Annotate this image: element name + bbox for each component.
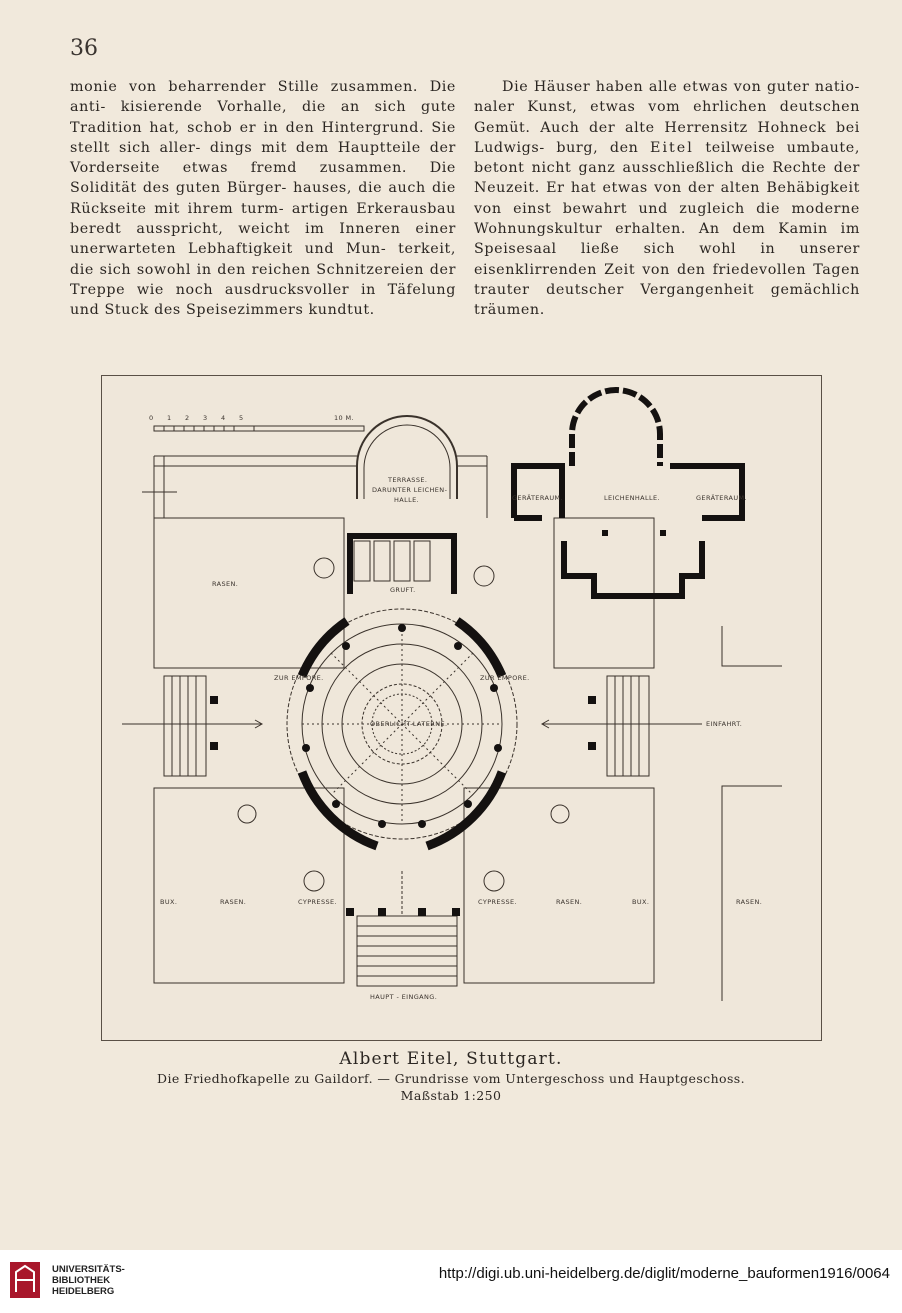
label-rasen-bottom-right: RASEN. bbox=[556, 898, 583, 906]
left-text-paragraph bbox=[70, 77, 456, 321]
right-text-paragraph bbox=[474, 77, 860, 321]
text-line: Auch der alte Herrensitz Hohneck bei Ludwigs- bbox=[474, 119, 860, 156]
label-zur-empore-left: ZUR EMPORE. bbox=[274, 674, 324, 682]
library-name-line1: UNIVERSITÄTS- bbox=[52, 1264, 125, 1275]
text-line: Tagen trauter deutscher Vergangenheit gemächlich bbox=[474, 261, 860, 298]
footer-bar bbox=[0, 1250, 902, 1313]
text-line: Die Häuser haben alle etwas von guter natio- bbox=[502, 79, 860, 95]
scale-label-0: 0 bbox=[149, 414, 154, 422]
left-text-column bbox=[70, 77, 456, 321]
lawn-bottom-left bbox=[154, 788, 344, 983]
label-gruft: GRUFT. bbox=[390, 586, 416, 594]
text-line: kisierende Vorhalle, die an sich gute Tradition hat, bbox=[70, 99, 456, 136]
label-bux-left: BUX. bbox=[160, 898, 178, 906]
scale-bar bbox=[154, 426, 364, 431]
caption-scale: Maßstab 1:250 bbox=[400, 1088, 502, 1103]
text-line: unserer eisenklirrenden Zeit von den friedevollen bbox=[474, 241, 860, 278]
text-line: artigen Erkerausbau beredt ausspricht, weicht im bbox=[70, 200, 456, 238]
source-url-link[interactable]: http://digi.ub.uni-heidelberg.de/diglit/moderne_bauformen1916/0064 bbox=[438, 1265, 890, 1282]
scale-label-2: 2 bbox=[185, 414, 190, 422]
floor-plan-figure bbox=[101, 375, 822, 1041]
library-logo-icon bbox=[10, 1262, 40, 1298]
text-line: terkeit, die sich sowohl in den reichen Schnitzereien bbox=[70, 241, 456, 278]
scale-label-1: 1 bbox=[167, 414, 172, 422]
label-leichenhalle: LEICHENHALLE. bbox=[604, 494, 660, 502]
label-rasen-bottom-left: RASEN. bbox=[220, 898, 247, 906]
text-line: Inneren einer unerwarteten Lebhaftigkeit und Mun- bbox=[70, 221, 456, 258]
scale-label-10m: 10 M. bbox=[334, 414, 355, 422]
label-zur-empore-right: ZUR EMPORE. bbox=[480, 674, 530, 682]
text-line: dings mit dem Hauptteile der Vorderseite etwas bbox=[70, 139, 456, 177]
label-leichenhalle-below: DARUNTER LEICHEN- bbox=[372, 486, 448, 494]
library-name-line2: BIBLIOTHEK bbox=[52, 1275, 111, 1286]
label-geraeteraum-left: GERÄTERAUM. bbox=[512, 494, 563, 502]
label-cypresse-left: CYPRESSE. bbox=[298, 898, 337, 906]
scale-label-5: 5 bbox=[239, 414, 244, 422]
text-line: ausschließlich die Rechte der Neuzeit. Er hat etwas bbox=[474, 160, 860, 197]
label-bux-right: BUX. bbox=[632, 898, 650, 906]
label-haupt-eingang: HAUPT - EINGANG. bbox=[370, 993, 438, 1001]
architect-name: Eitel bbox=[650, 139, 694, 156]
right-text-column bbox=[474, 77, 860, 321]
label-rasen-far: RASEN. bbox=[736, 898, 763, 906]
page-number: 36 bbox=[70, 36, 98, 61]
label-oberlicht: OBERLICHT-LATERNE. bbox=[370, 720, 448, 728]
lower-floor-apse bbox=[572, 390, 660, 466]
label-terrasse: TERRASSE. bbox=[388, 476, 428, 484]
label-einfahrt: EINFAHRT. bbox=[706, 720, 743, 728]
text-line: und Stuck des Speisezimmers kundtut. bbox=[70, 302, 375, 319]
text-line: schob er in den Hintergrund. Sie stellt sich aller- bbox=[70, 119, 456, 156]
floor-plan-drawing bbox=[102, 376, 821, 1040]
text-line: burg, den bbox=[556, 139, 651, 156]
label-geraeteraum-right: GERÄTERAUM. bbox=[696, 494, 747, 502]
text-line: naler Kunst, etwas vom ehrlichen deutschen Gemüt. bbox=[474, 99, 860, 136]
text-line: hauses, die auch die Rückseite mit ihrem turm- bbox=[70, 180, 456, 217]
lawn-bottom-right bbox=[464, 788, 654, 983]
caption-subtitle: Die Friedhofkapelle zu Gaildorf. — Grundrisse vom Untergeschoss und Hauptgeschoss. bbox=[157, 1071, 745, 1086]
text-line: zugleich die moderne Wohnungskultur erhalten. bbox=[474, 200, 860, 238]
label-halle: HALLE. bbox=[394, 496, 420, 504]
scale-label-3: 3 bbox=[203, 414, 208, 422]
text-line: träumen. bbox=[474, 302, 545, 319]
library-name-line3: HEIDELBERG bbox=[52, 1286, 115, 1297]
label-rasen-top: RASEN. bbox=[212, 580, 239, 588]
text-line: An dem Kamin im Speisesaal ließe sich wohl in bbox=[474, 221, 860, 258]
caption-title: Albert Eitel, Stuttgart. bbox=[339, 1049, 563, 1069]
text-line: teilweise umbaute, betont nicht ganz bbox=[474, 139, 860, 177]
text-line: monie von beharrender Stille zusammen. Die anti- bbox=[70, 79, 456, 116]
text-line: von der alten Behäbigkeit von einst bewahrt und bbox=[474, 180, 860, 217]
scale-label-4: 4 bbox=[221, 414, 226, 422]
text-line: der Treppe wie noch ausdrucksvoller in Täfelung bbox=[70, 261, 456, 298]
text-line: fremd zusammen. Die Solidität des guten Bürger- bbox=[70, 160, 456, 197]
label-cypresse-right: CYPRESSE. bbox=[478, 898, 517, 906]
